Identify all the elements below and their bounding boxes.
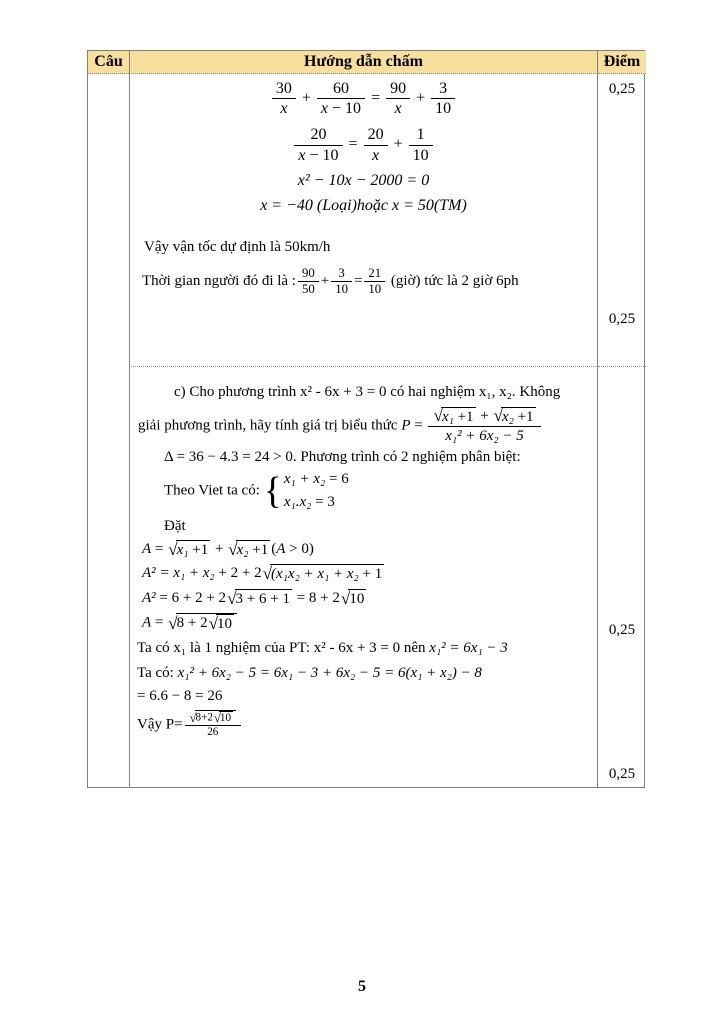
radicand — [236, 540, 271, 559]
equation-line — [134, 79, 593, 118]
radicand — [270, 564, 384, 583]
math-text: +1 — [513, 408, 534, 425]
math-text: giải phương trình, hãy tính giá trị biểu thức — [138, 416, 402, 433]
delta-line — [164, 448, 593, 468]
math-var: x₁² + 6x₂ − 5 = 6x₁ − 3 + 6x₂ − 5 = 6(x₁ + x₂) − 8 — [177, 664, 482, 681]
radical-icon: √ — [228, 539, 238, 559]
math-fraction — [409, 125, 433, 164]
solution-cell-part-c — [129, 366, 598, 787]
radical-icon: √ — [227, 588, 237, 608]
math-var: (x₁x₂ + x₁ + x₂ — [271, 566, 359, 583]
question-number-cell — [88, 74, 129, 787]
math-text: Ta có x₁ là 1 nghiệm của PT: x² - 6x + 3 = 0 nên — [137, 640, 430, 657]
radical-icon: √ — [208, 614, 219, 634]
radicand — [501, 407, 536, 426]
math-text: 3 — [338, 265, 345, 280]
math-text: 3 — [439, 80, 448, 97]
math-text: Thời gian người đó đi là : — [142, 273, 296, 290]
page-number: 5 — [358, 978, 366, 995]
math-var: x — [280, 100, 288, 118]
math-text: Theo Viet ta có: — [164, 482, 264, 499]
math-text: 1 — [416, 126, 425, 144]
math-text: 10 — [368, 282, 382, 297]
math-var: A² — [142, 589, 156, 606]
denominator — [364, 282, 385, 297]
header-cell-huong-dan-cham: Hướng dẫn chấm — [129, 51, 598, 74]
points-cell-part-c — [598, 366, 646, 787]
math-text: +1 — [248, 541, 269, 558]
radical-icon: √ — [340, 588, 351, 608]
travel-time-line — [142, 266, 593, 298]
math-fraction — [272, 79, 296, 118]
math-text: + — [320, 273, 330, 290]
math-text: . Phương trình có 2 nghiệm phân biệt: — [292, 448, 521, 465]
radicand — [219, 711, 233, 725]
math-sqrt — [168, 613, 237, 633]
math-text: 50 — [301, 282, 315, 297]
denominator-evaluation-line — [137, 664, 593, 684]
score-value: 0,25 — [608, 622, 636, 638]
math-text: = — [344, 135, 362, 153]
denominator — [428, 427, 540, 445]
system-line — [284, 493, 349, 513]
math-sqrt — [209, 614, 234, 633]
brace-icon: { — [263, 470, 282, 513]
radicand — [348, 589, 366, 608]
radicand — [195, 710, 236, 725]
radical-icon: √ — [168, 539, 178, 559]
math-text: 90 — [390, 80, 407, 97]
dat-label: Đặt — [164, 518, 186, 535]
math-text: = 3 — [311, 493, 335, 510]
math-text: +1 — [453, 408, 474, 425]
radical-icon: √ — [189, 710, 197, 725]
math-text: 10 — [412, 146, 429, 164]
math-var: x₁ — [441, 408, 454, 425]
math-var: A — [142, 614, 152, 631]
root-substitution-line — [137, 639, 593, 659]
numerator — [409, 125, 433, 145]
radical-icon: √ — [493, 406, 503, 426]
system-lines — [284, 470, 349, 512]
math-text: (giờ) tức là 2 giờ 6ph — [387, 273, 519, 290]
math-text: 60 — [332, 80, 349, 97]
math-fraction — [386, 79, 410, 118]
denominator — [431, 99, 455, 118]
math-text: +1 — [188, 541, 209, 558]
math-var: P — [401, 416, 411, 433]
math-var: x₂ — [501, 408, 514, 425]
numerator — [298, 266, 319, 282]
math-text: Vậy P= — [137, 715, 183, 732]
math-sqrt — [433, 407, 475, 426]
math-var: x — [394, 100, 402, 118]
math-text: 10 — [349, 590, 365, 607]
radicand — [176, 613, 237, 633]
math-var: A² = x₁ + x₂ — [142, 565, 215, 582]
numerator — [431, 79, 455, 99]
math-var: x — [372, 146, 380, 164]
math-fraction — [317, 79, 365, 118]
math-var: A — [142, 540, 152, 557]
math-fraction — [364, 266, 385, 298]
math-text: = — [410, 416, 427, 433]
denominator — [317, 99, 365, 118]
math-text: 8+2 — [195, 711, 213, 724]
math-var: x₁² = 6x₁ − 3 — [429, 640, 508, 657]
radical-icon: √ — [213, 710, 221, 725]
math-text: 8 + 2 — [176, 615, 208, 632]
math-text: 10 — [219, 711, 231, 724]
math-fraction — [185, 710, 241, 740]
denominator — [294, 146, 342, 165]
grading-table — [87, 50, 645, 788]
math-text: + — [412, 89, 430, 107]
math-text: 10 — [217, 616, 233, 633]
denominator — [185, 726, 241, 739]
math-sqrt — [228, 540, 270, 559]
math-sqrt — [190, 710, 236, 725]
problem-statement-line: c) Cho phương trình x² - 6x + 3 = 0 có hai nghiệm x₁, x₂. Không — [174, 384, 561, 400]
math-text: 30 — [275, 80, 292, 97]
math-text: + — [297, 89, 315, 107]
points-cell-part-b — [598, 74, 646, 366]
system-line — [284, 470, 349, 490]
math-text: > 0) — [285, 540, 314, 557]
math-var: x₁ — [176, 541, 189, 558]
math-fraction — [298, 266, 319, 298]
math-text: = 6 — [325, 471, 349, 488]
radical-icon: √ — [168, 614, 178, 634]
radicand — [441, 407, 476, 426]
math-sqrt — [341, 589, 366, 608]
numerator — [364, 125, 388, 145]
math-fraction — [331, 266, 352, 298]
equation-line — [134, 125, 593, 164]
math-sqrt — [494, 407, 536, 426]
equation-line — [142, 613, 593, 633]
numerator — [364, 266, 385, 282]
denominator — [386, 99, 410, 118]
result-line — [137, 687, 593, 707]
numerator — [386, 79, 410, 99]
radical-icon: √ — [262, 564, 273, 584]
math-text: 10 — [335, 282, 348, 297]
math-text: + — [476, 407, 493, 424]
math-var: x₁.x₂ — [283, 493, 312, 510]
numerator — [317, 79, 365, 99]
denominator — [409, 146, 433, 165]
math-sqrt — [263, 564, 385, 583]
math-fraction — [431, 79, 455, 118]
equation-line — [142, 589, 593, 609]
math-text: 20 — [310, 126, 327, 144]
math-text: − 10 — [328, 100, 362, 118]
math-text: 26 — [207, 725, 219, 738]
equation-line — [142, 540, 593, 560]
math-text: + 2 + 2 — [214, 565, 262, 582]
header-cell-diem: Điểm — [598, 51, 646, 74]
math-text: = — [151, 614, 168, 631]
math-fraction — [364, 125, 388, 164]
math-text: = 6.6 − 8 = 26 — [137, 688, 223, 705]
viet-theorem-line — [164, 470, 593, 512]
math-text: 21 — [368, 265, 382, 280]
math-var: x — [298, 146, 306, 164]
math-text: + 1 — [358, 566, 383, 583]
math-text: + — [389, 135, 407, 153]
math-var: x₂ — [236, 541, 249, 558]
math-sqrt — [214, 711, 233, 725]
math-text: ( — [271, 540, 277, 557]
equation-line — [134, 196, 593, 217]
math-text: = 8 + 2 — [292, 589, 340, 606]
radicand — [176, 540, 211, 559]
math-text: + — [211, 540, 228, 557]
math-text: 20 — [367, 126, 384, 144]
denominator — [364, 146, 388, 165]
numerator — [185, 710, 241, 726]
math-text: − 10 — [305, 146, 339, 164]
math-var: x₁ + x₂ — [283, 471, 326, 488]
math-text: = — [151, 540, 168, 557]
radicand — [235, 589, 292, 608]
denominator — [272, 99, 296, 118]
math-sqrt — [168, 540, 210, 559]
math-text: = — [353, 273, 363, 290]
math-var: x — [320, 100, 329, 118]
score-value: 0,25 — [608, 81, 636, 97]
math-text: 3 + 6 + 1 — [235, 590, 290, 607]
radical-icon: √ — [433, 406, 443, 426]
math-fraction — [294, 125, 342, 164]
math-sqrt — [227, 589, 292, 608]
numerator — [331, 266, 352, 282]
math-text: Ta có: — [137, 664, 178, 681]
equation-line — [134, 171, 593, 192]
math-var: x₁² + 6x₂ − 5 — [445, 427, 524, 444]
conclusion-speed-text: Vậy vận tốc dự định là 50km/h — [144, 239, 331, 256]
math-fraction — [428, 407, 540, 445]
denominator — [331, 282, 352, 297]
final-answer-line — [137, 710, 593, 740]
denominator — [298, 282, 319, 297]
numerator — [428, 407, 540, 427]
math-var: A — [276, 540, 286, 557]
math-text: = — [367, 89, 385, 107]
equation-line — [142, 564, 593, 584]
numerator — [272, 79, 296, 99]
score-value: 0,25 — [608, 766, 636, 782]
equation-system — [264, 470, 349, 512]
math-var: x = −40 (Loại)hoặc x = 50(TM) — [260, 196, 467, 214]
math-text: = 6 + 2 + 2 — [155, 589, 227, 606]
math-text: 90 — [301, 265, 315, 280]
score-value: 0,25 — [608, 311, 636, 327]
radicand — [216, 614, 234, 633]
math-var: x² − 10x − 2000 = 0 — [297, 171, 430, 189]
numerator — [294, 125, 342, 145]
math-text: 10 — [435, 100, 452, 118]
header-cell-cau: Câu — [88, 51, 129, 74]
math-text: Δ = 36 − 4.3 = 24 > 0 — [164, 448, 293, 465]
problem-statement-line — [138, 407, 593, 445]
solution-cell-part-b — [129, 74, 598, 366]
